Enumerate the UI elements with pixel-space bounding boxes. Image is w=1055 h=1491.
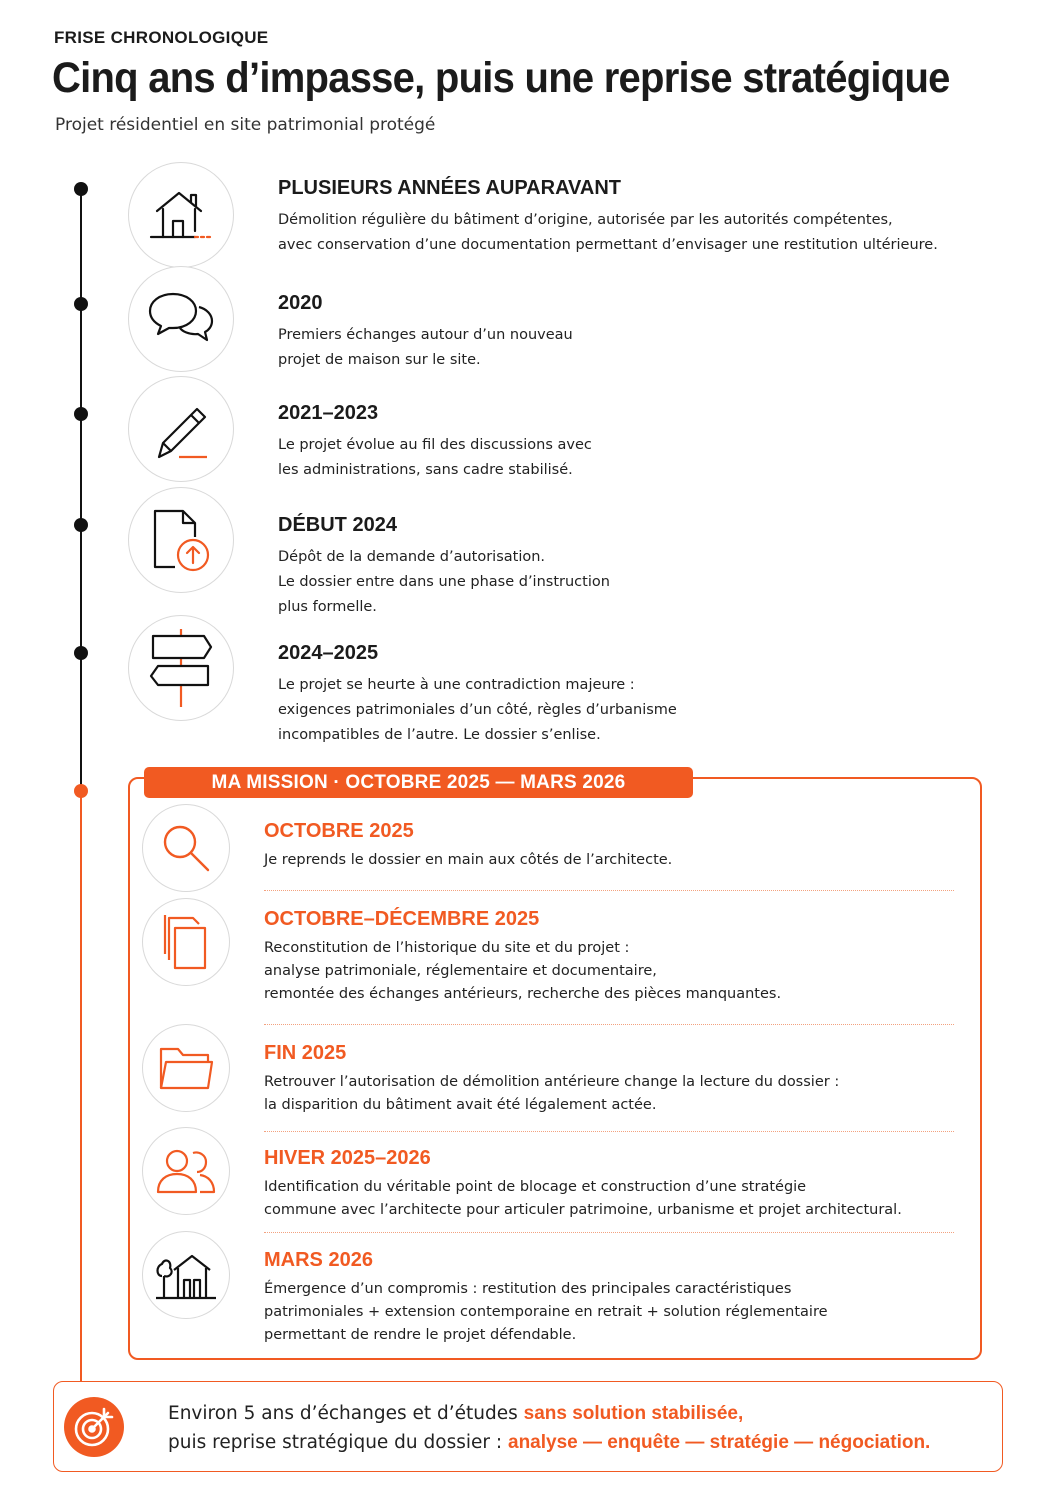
mission-entry [264,1147,902,1222]
divider [264,1232,954,1233]
timeline-line [80,190,82,790]
folder-icon [158,1044,214,1092]
icon-circle [142,1024,230,1112]
entry-text: Émergence d’un compromis : restitution des principales caractéristiques patrimoniales + extension contemporaine en retrait + solution réglementaire permettant de rendre le projet défendable. [264,1281,828,1343]
page-subtitle: Projet résidentiel en site patrimonial protégé [55,115,436,135]
timeline-entry [278,177,938,258]
entry-title: MARS 2026 [264,1249,373,1271]
entry-title: OCTOBRE–DÉCEMBRE 2025 [264,908,540,930]
kicker: FRISE CHRONOLOGIQUE [54,28,269,47]
entry-title: FIN 2025 [264,1042,347,1064]
magnifier-icon [160,822,212,874]
icon-circle [142,898,230,986]
timeline-dot [74,518,88,532]
divider [264,1024,954,1025]
summary-highlight: sans solution stabilisée, [523,1403,744,1424]
icon-circle [142,1127,230,1215]
entry-title: 2024–2025 [278,642,379,664]
entry-text: Identification du véritable point de blocage et construction d’une stratégie commune avec l’architecte pour articuler patrimoine, urbanisme et projet architectural. [264,1179,902,1218]
speech-bubbles-icon [147,290,215,348]
entry-text: Reconstitution de l’historique du site et du projet : analyse patrimoniale, réglementaire et documentaire, remontée des échanges antérieurs, recherche des pièces manquantes. [264,940,782,1002]
target-icon [64,1397,124,1457]
entry-title: HIVER 2025–2026 [264,1147,431,1169]
timeline-entry [278,402,592,483]
mission-entry [264,908,781,1006]
mission-badge: MA MISSION · OCTOBRE 2025 — MARS 2026 [144,767,693,798]
house-icon [149,185,213,245]
divider [264,890,954,891]
entry-text: Le projet évolue au fil des discussions avec les administrations, sans cadre stabilisé. [278,437,592,478]
mission-entry [264,820,672,872]
entry-text: Premiers échanges autour d’un nouveau projet de maison sur le site. [278,327,573,368]
signpost-icon [148,627,214,709]
entry-text: Je reprends le dossier en main aux côtés de l’architecte. [264,852,673,868]
icon-circle [128,615,234,721]
people-icon [155,1148,217,1194]
mission-entry [264,1042,839,1117]
timeline-dot [74,407,88,421]
mission-entry [264,1249,828,1347]
pencil-icon [149,397,213,461]
timeline-entry [278,514,610,620]
timeline-dot [74,297,88,311]
entry-text: Retrouver l’autorisation de démolition antérieure change la lecture du dossier : la disparition du bâtiment avait été légalement actée. [264,1074,840,1113]
entry-title: 2020 [278,292,323,314]
timeline-dot-mission [74,784,88,798]
summary-highlight: analyse — enquête — stratégie — négociation. [508,1432,931,1453]
timeline-dot [74,182,88,196]
house-extension-icon [154,1250,218,1300]
divider [264,1131,954,1132]
icon-circle [128,266,234,372]
entry-title: PLUSIEURS ANNÉES AUPARAVANT [278,177,621,199]
timeline-entry [278,642,677,748]
icon-circle [142,1231,230,1319]
entry-text: Dépôt de la demande d’autorisation. Le dossier entre dans une phase d’instruction plus formelle. [278,549,610,615]
entry-text: Le projet se heurte à une contradiction majeure : exigences patrimoniales d’un côté, règles d’urbanisme incompatibles de l’autre. Le dossier s’enlise. [278,677,677,743]
summary-text: Environ 5 ans d’échanges et d’études sans solution stabilisée, puis reprise stratégique du dossier : analyse — enquête — stratégie — négociation. [168,1403,931,1453]
timeline-dot [74,646,88,660]
entry-text: Démolition régulière du bâtiment d’origine, autorisée par les autorités compétentes, avec conservation d’une documentation permettant d’envisager une restitution ultérieure. [278,212,938,253]
entry-title: OCTOBRE 2025 [264,820,414,842]
timeline-line-mission [80,790,82,1382]
timeline-entry [278,292,573,373]
entry-title: 2021–2023 [278,402,379,424]
document-upload-icon [151,507,211,573]
icon-circle [128,376,234,482]
icon-circle [128,487,234,593]
documents-icon [161,914,211,970]
entry-title: DÉBUT 2024 [278,514,397,536]
page-title: Cinq ans d’impasse, puis une reprise stratégique [52,54,950,102]
icon-circle [128,162,234,268]
icon-circle [142,804,230,892]
